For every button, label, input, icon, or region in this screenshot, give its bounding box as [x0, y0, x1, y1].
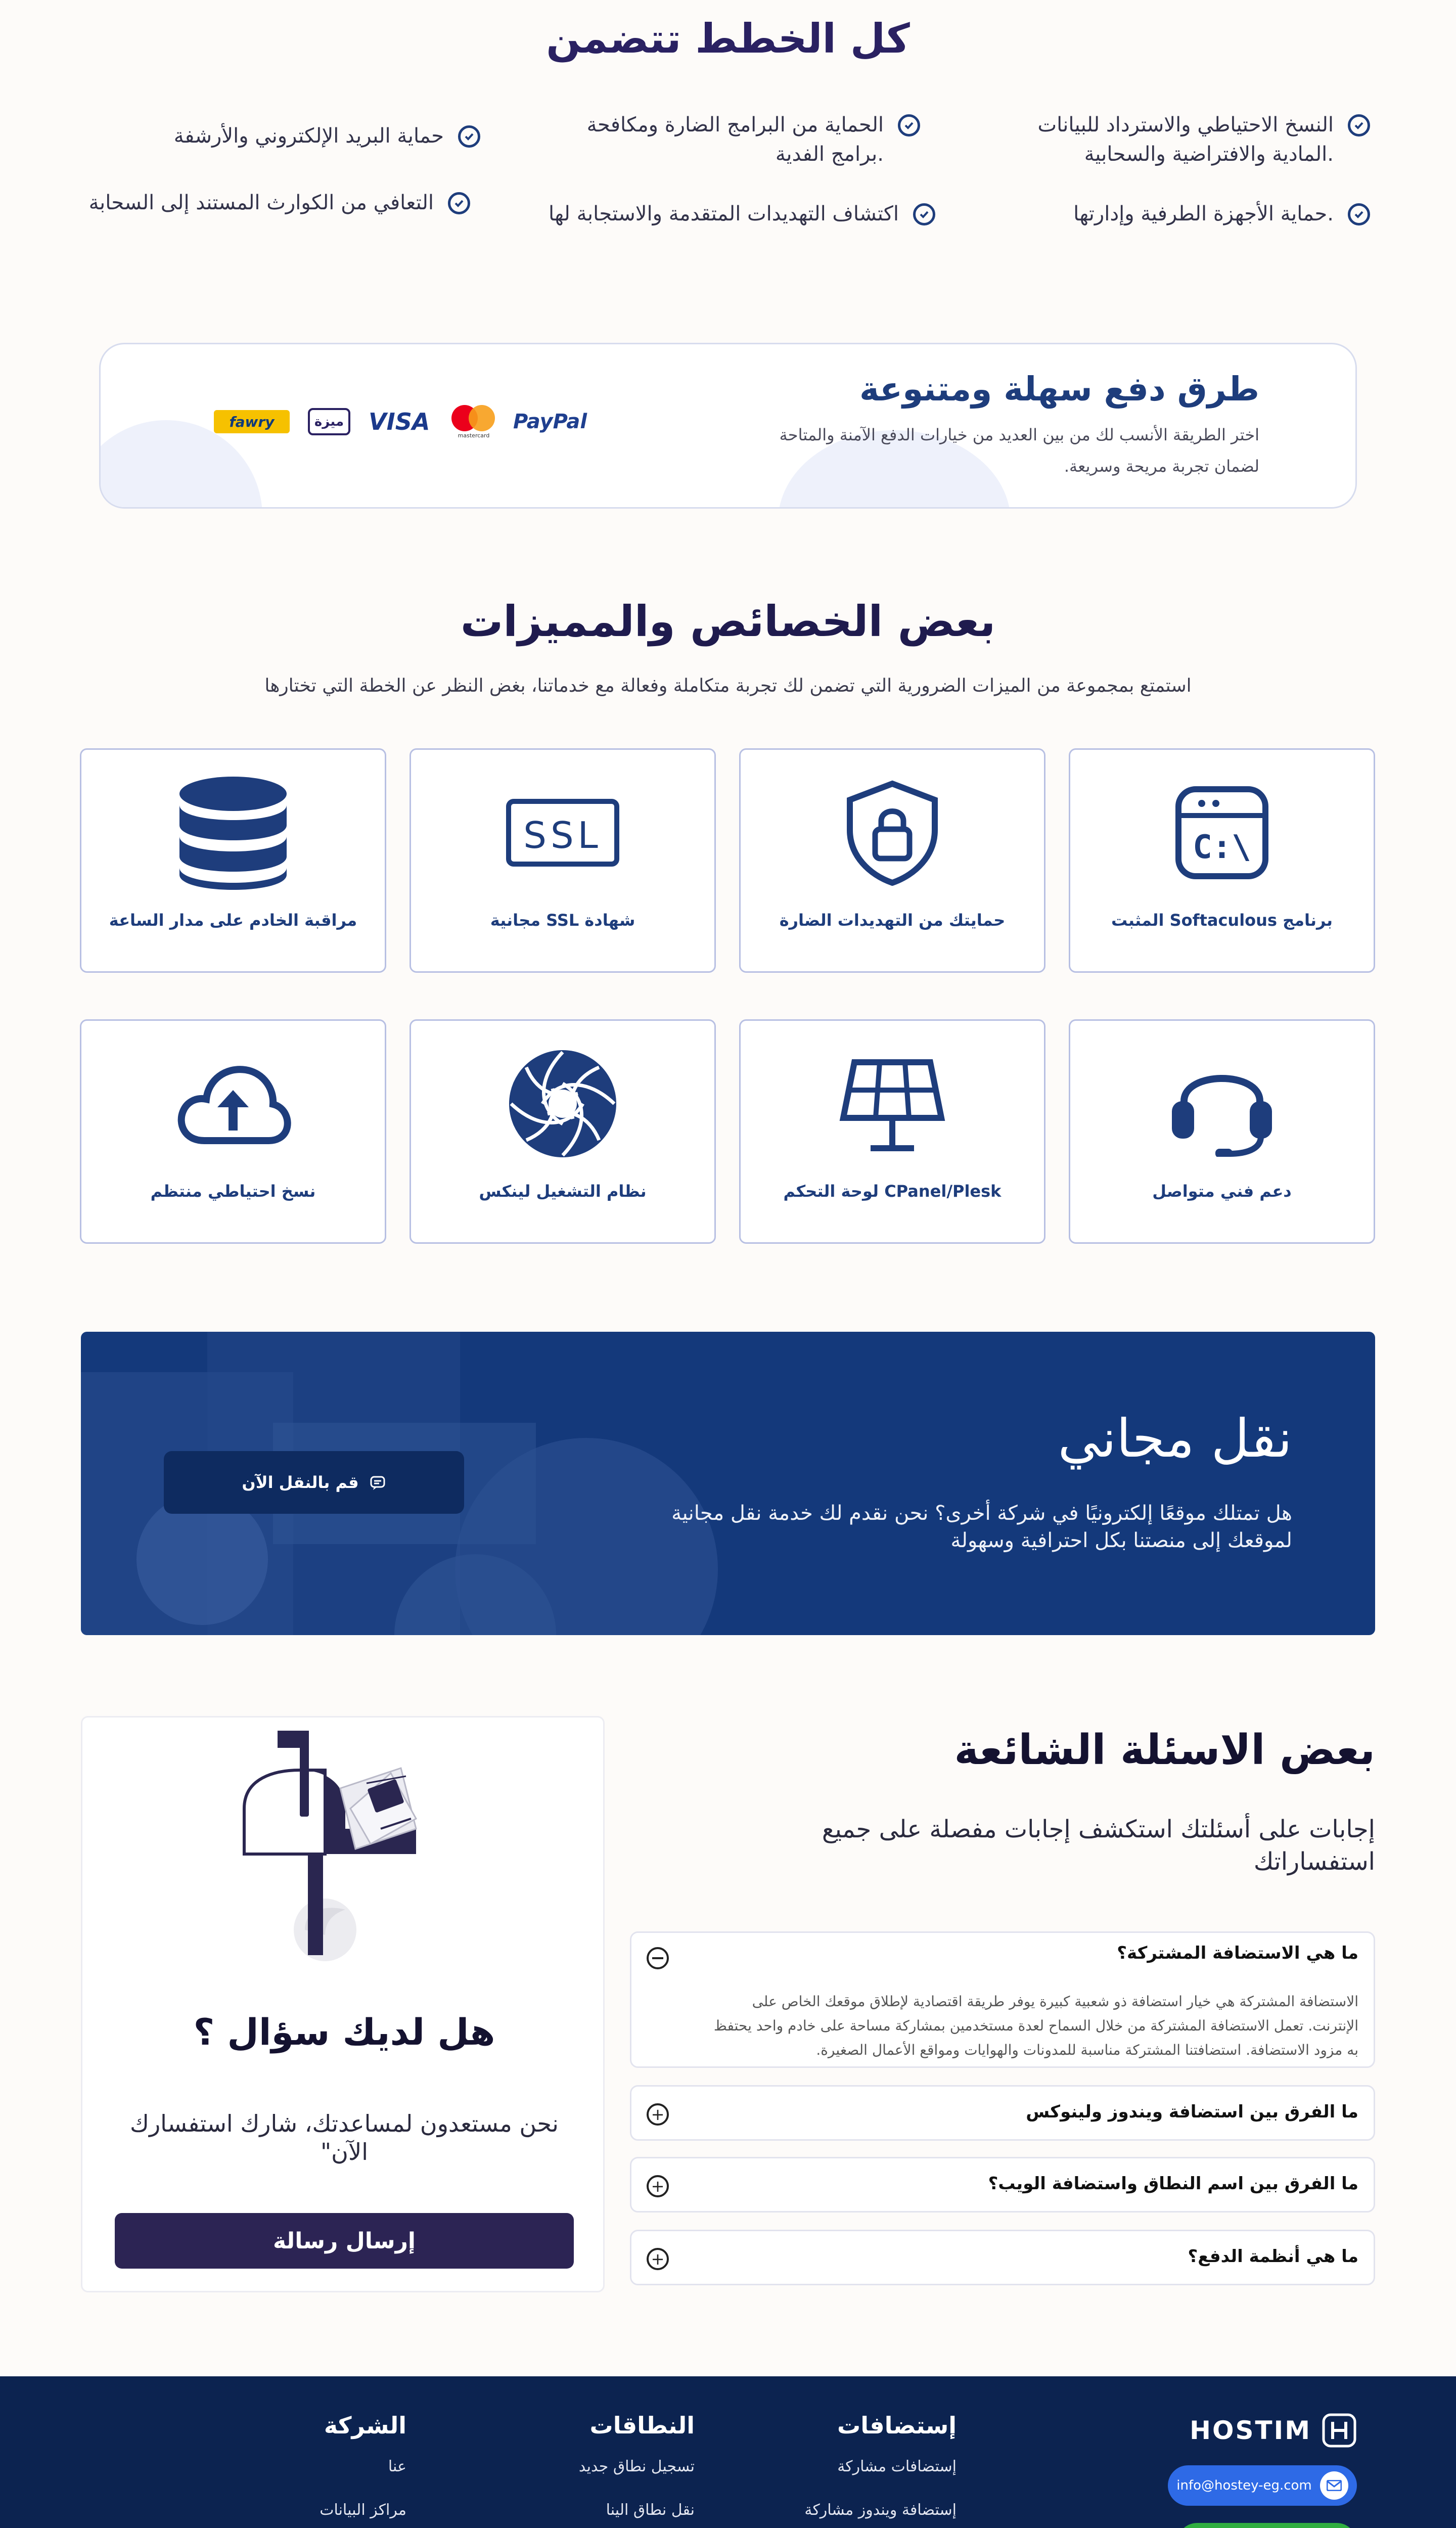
brand-logo-icon	[1322, 2413, 1357, 2448]
faq-item-open[interactable]	[630, 1931, 1375, 2068]
faq-item[interactable]	[630, 2085, 1375, 2141]
payment-banner	[99, 343, 1357, 509]
contact-text-2: الآن"	[321, 2138, 368, 2165]
check-circle-icon	[448, 192, 470, 214]
check-circle-icon	[1348, 203, 1370, 225]
footer-col-domains	[452, 2412, 695, 2528]
contact-text-1: نحن مستعدون لمساعدتك، شارك استفسارك	[130, 2110, 559, 2137]
feature-label: CPanel/Plesk لوحة التحكم	[783, 1182, 1002, 1201]
feature-card	[80, 748, 386, 973]
terminal-window-icon	[1161, 772, 1283, 893]
feature-label: دعم فني متواصل	[1152, 1182, 1292, 1201]
footer-col-title: إستضافات	[837, 2412, 957, 2439]
meeza-logo: ميزة	[308, 408, 350, 435]
decor-circle	[99, 420, 262, 509]
feature-label: نظام التشغيل لينكس	[479, 1182, 647, 1201]
check-circle-icon	[458, 125, 480, 148]
footer-col-title: الشركة	[324, 2412, 406, 2439]
contact-card	[81, 1716, 605, 2292]
paypal-logo: PayPal	[513, 410, 587, 433]
visa-logo: VISA	[369, 408, 430, 435]
feature-label: مراقبة الخادم على مدار الساعة	[109, 911, 357, 930]
shield-lock-icon	[832, 772, 953, 893]
svg-text:SSL: SSL	[523, 814, 602, 856]
feature-card	[410, 1019, 716, 1244]
brand-name: HOSTIM	[1190, 2416, 1311, 2445]
svg-text:C:\: C:\	[1193, 829, 1251, 866]
chat-icon	[369, 1474, 386, 1491]
faq-question: ما الفرق بين استضافة ويندوز ولينوكس	[1026, 2102, 1358, 2122]
database-icon	[172, 772, 294, 893]
plan-item	[1026, 199, 1370, 229]
transfer-button[interactable]	[164, 1451, 464, 1514]
footer-col-hosting	[734, 2412, 957, 2528]
check-circle-icon	[913, 203, 935, 225]
payment-desc-2: لضمان تجربة مريحة وسريعة.	[1064, 457, 1259, 476]
check-circle-icon	[1348, 114, 1370, 137]
feature-label: حمايتك من التهديدات الضارة	[779, 911, 1006, 930]
faq-answer-1: الاستضافة المشتركة هي خيار استضافة ذو شعبية كبيرة يوفر طريقة اقتصادية لإطلاق موقعك الخاص على	[752, 1993, 1358, 2010]
footer	[0, 2376, 1456, 2528]
headset-icon	[1161, 1043, 1283, 1164]
feature-card	[739, 1019, 1045, 1244]
footer-link[interactable]: إستضافات مشاركة	[837, 2458, 957, 2475]
contact-title: هل لديك سؤال ؟	[193, 2011, 495, 2053]
footer-link[interactable]: مراكز البيانات	[320, 2501, 406, 2519]
faq-subtitle-2: استفساراتك	[1253, 1847, 1375, 1876]
footer-link[interactable]: تسجيل نطاق جديد	[578, 2458, 695, 2475]
feature-card	[1069, 1019, 1375, 1244]
swirl-icon	[502, 1043, 623, 1164]
footer-link[interactable]: نقل نطاق الينا	[606, 2501, 695, 2519]
fawry-logo: fawry	[214, 410, 290, 433]
footer-link[interactable]: إستضافة ويندوز مشاركة	[804, 2501, 957, 2519]
plan-item	[86, 188, 470, 217]
plan-item	[1026, 110, 1370, 169]
faq-answer-3: به مزود الاستضافة. استضافتنا المشتركة مناسبة للمدونات والهوايات ومواقع الأعمال الصغيرة.	[816, 2042, 1358, 2058]
feature-card	[410, 748, 716, 973]
plan-item	[576, 110, 920, 169]
cloud-upload-icon	[172, 1043, 294, 1164]
footer-link[interactable]: عنا	[388, 2458, 406, 2475]
mailbox-illustration	[224, 1728, 467, 1970]
transfer-button-label: قم بالنقل الآن	[242, 1473, 359, 1492]
plan-item-text: الحماية من البرامج الضارة ومكافحة برامج الفدية.	[586, 113, 884, 166]
features-title: بعض الخصائص والمميزات	[460, 597, 996, 646]
faq-item[interactable]	[630, 2157, 1375, 2213]
plan-item	[531, 199, 935, 229]
payment-title: طرق دفع سهلة ومتنوعة	[859, 370, 1259, 409]
transfer-desc-2: لموقعك إلى منصتنا بكل احترافية وسهولة	[950, 1529, 1292, 1552]
ssl-icon	[502, 772, 623, 893]
mastercard-logo: mastercard	[448, 405, 499, 440]
faq-question: ما هي أنظمة الدفع؟	[1188, 2246, 1358, 2267]
brand[interactable]	[1190, 2413, 1357, 2448]
transfer-banner	[81, 1332, 1375, 1635]
send-message-button[interactable]: إرسال رسالة	[115, 2213, 574, 2269]
phone-pill[interactable]	[1177, 2523, 1357, 2528]
faq-subtitle-1: إجابات على أسئلتك استكشف إجابات مفصلة على جميع	[822, 1815, 1375, 1843]
faq-question: ما هي الاستضافة المشتركة؟	[1117, 1943, 1358, 1963]
feature-card	[1069, 748, 1375, 973]
faq-item[interactable]	[630, 2230, 1375, 2285]
payment-desc-1: اختر الطريقة الأنسب لك من بين العديد من خيارات الدفع الآمنة والمتاحة	[779, 425, 1259, 444]
feature-card	[739, 748, 1045, 973]
expand-icon[interactable]: +	[647, 2175, 669, 2197]
check-circle-icon	[898, 114, 920, 137]
faq-title: بعض الاسئلة الشائعة	[954, 1726, 1375, 1774]
email-pill[interactable]	[1168, 2465, 1357, 2506]
plan-item-text: التعافي من الكوارث المستند إلى السحابة	[88, 191, 434, 214]
plan-item-text: النسخ الاحتياطي والاسترداد للبيانات المادية والافتراضية والسحابية.	[1037, 113, 1334, 166]
feature-label: برنامج Softaculous المثبت	[1111, 911, 1333, 930]
email-text: info@hostey-eg.com	[1176, 2478, 1312, 2493]
expand-icon[interactable]: +	[647, 2248, 669, 2270]
plan-item-text: حماية الأجهزة الطرفية وإدارتها.	[1073, 202, 1334, 225]
expand-icon[interactable]: +	[647, 2103, 669, 2126]
collapse-icon[interactable]	[647, 1947, 669, 1969]
plans-title: كل الخطط تتضمن	[546, 15, 910, 62]
transfer-desc-1: هل تمتلك موقعًا إلكترونيًا في شركة أخرى؟ نحن نقدم لك خدمة نقل مجانية	[671, 1502, 1292, 1525]
plan-item-text: حماية البريد الإلكتروني والأرشفة	[173, 124, 444, 148]
plan-item	[126, 121, 480, 151]
plan-item-text: اكتشاف التهديدات المتقدمة والاستجابة لها	[549, 202, 899, 225]
transfer-title: نقل مجاني	[1058, 1408, 1292, 1469]
faq-question: ما الفرق بين اسم النطاق واستضافة الويب؟	[988, 2174, 1358, 2194]
feature-label: نسخ احتياطي منتظم	[150, 1182, 316, 1201]
footer-col-company	[164, 2412, 406, 2528]
mail-icon	[1320, 2471, 1348, 2500]
solar-panel-icon	[832, 1043, 953, 1164]
features-subtitle: استمتع بمجموعة من الميزات الضرورية التي تضمن لك تجربة متكاملة وفعالة مع خدماتنا، بغض النظر عن الخطة التي تختارها	[264, 675, 1192, 696]
feature-label: شهادة SSL مجانية	[490, 911, 635, 930]
footer-col-title: النطاقات	[589, 2412, 695, 2439]
faq-answer-2: الإنترنت. تعمل الاستضافة المشتركة من خلال السماح لعدة مستخدمين بمشاركة مساحة على خادم واحد يحتفظ	[713, 2017, 1358, 2034]
feature-card	[80, 1019, 386, 1244]
